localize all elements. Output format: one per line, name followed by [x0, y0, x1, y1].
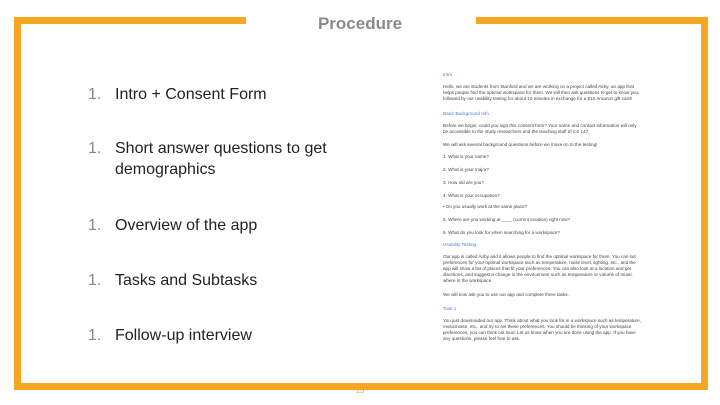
frame-top-right-bar [476, 17, 708, 24]
list-item-text: Tasks and Subtasks [115, 272, 258, 289]
doc-heading-intro: Intro [443, 72, 453, 77]
doc-intro-text: Hello, we are students from Stanford and we are working on a project called Airby, an app that helps people find the optimal workspace for them. We will then ask questions to get to know you, followed by our usability testing for about 10 minutes in exchange for a $10 Amazon gift card! [443, 84, 640, 101]
frame-top-left-bar [14, 17, 246, 24]
doc-question: 2. What is your major? [443, 167, 489, 172]
doc-question: 4. What is your occupation? [443, 193, 500, 198]
list-item-number: 1. [88, 272, 102, 289]
doc-question: 3. How old are you? [443, 180, 484, 185]
list-item-number: 1. [88, 327, 102, 344]
doc-heading-background: Basic Background Info [443, 111, 489, 116]
doc-question: • Do you usually work at the same place? [443, 204, 528, 209]
doc-question: 5. Where are you working at ____ (current location) right now? [443, 217, 571, 222]
embedded-document-screenshot [437, 68, 643, 352]
frame-right-bar [701, 17, 708, 390]
list-item-text: Follow-up interview [115, 327, 252, 344]
doc-background-note: We will ask several background questions before we move on to the testing! [443, 142, 598, 147]
doc-usability-note: We will now ask you to use our app and complete three tasks. [443, 292, 569, 297]
list-item-text: Overview of the app [115, 217, 258, 234]
page-number: 15 [355, 386, 365, 395]
doc-question: 6. What do you look for when searching for a workspace? [443, 230, 560, 235]
list-item-number: 1. [88, 217, 102, 234]
list-item-text: Intro + Consent Form [115, 86, 267, 103]
slide-title: Procedure [317, 14, 403, 33]
doc-task-text: You just downloaded our app. Think about what you look for in a workspace such as temperature, music/noise, etc., and try to set these preferences. You should be thinking of your workspace preferences, you can think out loud. Let us know when you are done using the app. If you have any questions, please feel free to ask. [443, 318, 641, 341]
doc-background-text: Before we begin, could you sign this consent form? Your name and contact information will only be accessible to the study researchers and the teaching staff of CS 147. [443, 123, 637, 134]
doc-heading-task: Task 1 [443, 306, 457, 311]
list-item-text: Short answer questions to get demographics [115, 140, 327, 178]
list-item-number: 1. [88, 140, 102, 157]
doc-usability-text: Our app is called Airby and it allows people to find the optimal workspace for them. You can set preferences for your optimal workspace such as temperature, noise level, lighting, etc., and the app will show a list of places that fit your preferences. You can also look at a location and get directions, and suggest a change in the environment such as temperature or volume of music where in the workspace. [443, 254, 636, 283]
doc-question: 1. What is your name? [443, 154, 489, 159]
doc-heading-usability: Usability Testing [443, 242, 477, 247]
frame-left-bar [14, 17, 21, 390]
list-item-number: 1. [88, 86, 102, 103]
